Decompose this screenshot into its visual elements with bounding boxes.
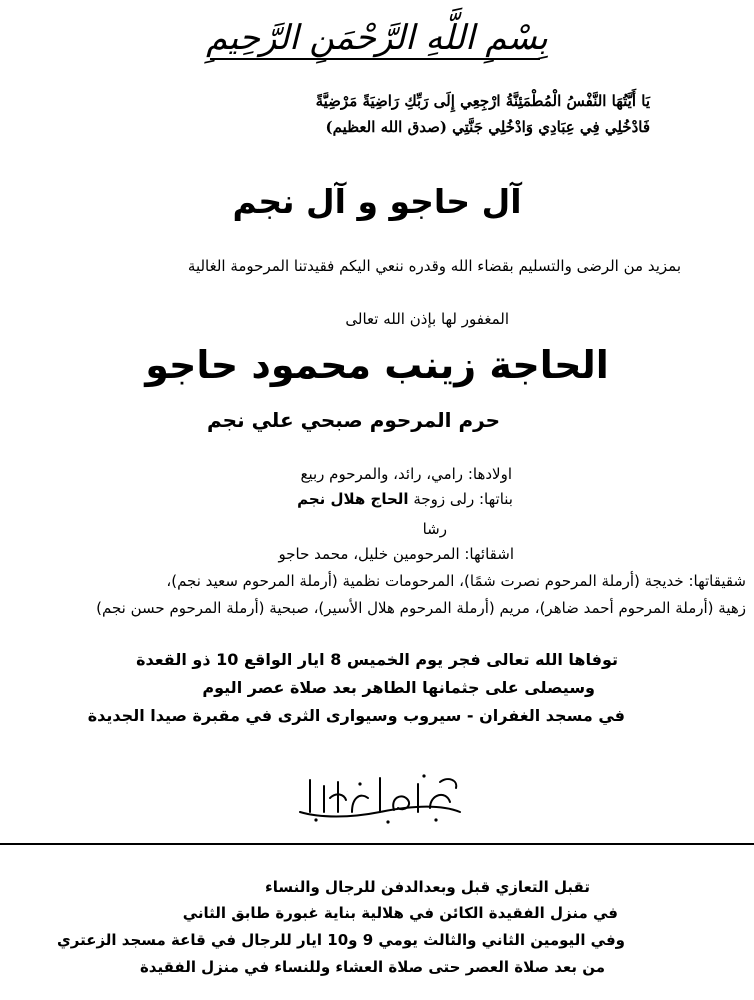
- funeral-prayer-line: وسيصلى على جثمانها الطاهر بعد صلاة عصر اليوم: [202, 678, 595, 697]
- section-divider: [0, 843, 754, 845]
- quran-verse-line-1: يَا أَيَّتُهَا النَّفْسُ الْمُطْمَئِنَّةُ ارْجِعِي إِلَى رَبِّكِ رَاضِيَةً مَرْضِيَّةً: [315, 92, 650, 110]
- condolences-line-3: وفي اليومين الثاني والثالث يومي 9 و10 ايار للرجال في قاعة مسجد الزعتري: [57, 931, 625, 949]
- sisters-line-1: شقيقاتها: خديجة (أرملة المرحوم نصرت شمًا)، المرحومات نظمية (أرملة المرحوم سعيد نجم)،: [166, 572, 746, 590]
- forgiven-line: المغفور لها بإذن الله تعالى: [345, 310, 509, 328]
- daughters-prefix: بناتها: رلى زوجة: [408, 490, 513, 508]
- deceased-name: الحاجة زينب محمود حاجو: [145, 343, 609, 387]
- brothers-line: اشقائها: المرحومين خليل، محمد حاجو: [278, 545, 514, 563]
- sisters-line-2: زهية (أرملة المرحوم أحمد ضاهر)، مريم (أرملة المرحوم هلال الأسير)، صبحية (أرملة المرحوم حسن نجم): [96, 599, 746, 617]
- daughter-2-line: رشا: [422, 520, 447, 538]
- daughters-line: [0, 490, 513, 508]
- daughters-husband: الحاج هلال نجم: [297, 490, 409, 508]
- condolences-line-4: من بعد صلاة العصر حتى صلاة العشاء وللنساء في منزل الفقيدة: [139, 958, 605, 976]
- sons-line: اولادها: رامي، رائد، والمرحوم ربيع: [300, 465, 512, 483]
- burial-location-line: في مسجد الغفران - سيروب وسيوارى الثرى في مقبرة صيدا الجديدة: [87, 706, 625, 725]
- announcement-intro: بمزيد من الرضى والتسليم بقضاء الله وقدره ننعي اليكم فقيدتنا المرحومة الغالية: [187, 257, 681, 275]
- calligraphy-inna-lillah-emblem: [290, 768, 470, 826]
- basmala-underline: [210, 58, 540, 60]
- wife-of-line: حرم المرحوم صبحي علي نجم: [207, 408, 500, 432]
- quran-verse-line-2: فَادْخُلِي فِي عِبَادِي وَادْخُلِي جَنَّتِي (صدق الله العظيم): [325, 118, 650, 136]
- condolences-line-2: في منزل الفقيدة الكائن في هلالية بناية غبورة طابق الثاني: [182, 904, 618, 922]
- death-date-line: توفاها الله تعالى فجر يوم الخميس 8 ايار الواقع 10 ذو القعدة: [136, 650, 618, 669]
- condolences-line-1: تقبل التعازي قبل وبعدالدفن للرجال والنساء: [265, 878, 590, 896]
- family-names-heading: آل حاجو و آل نجم: [232, 182, 522, 221]
- basmala: بِسْمِ اللَّهِ الرَّحْمَنِ الرَّحِيمِ: [206, 18, 548, 58]
